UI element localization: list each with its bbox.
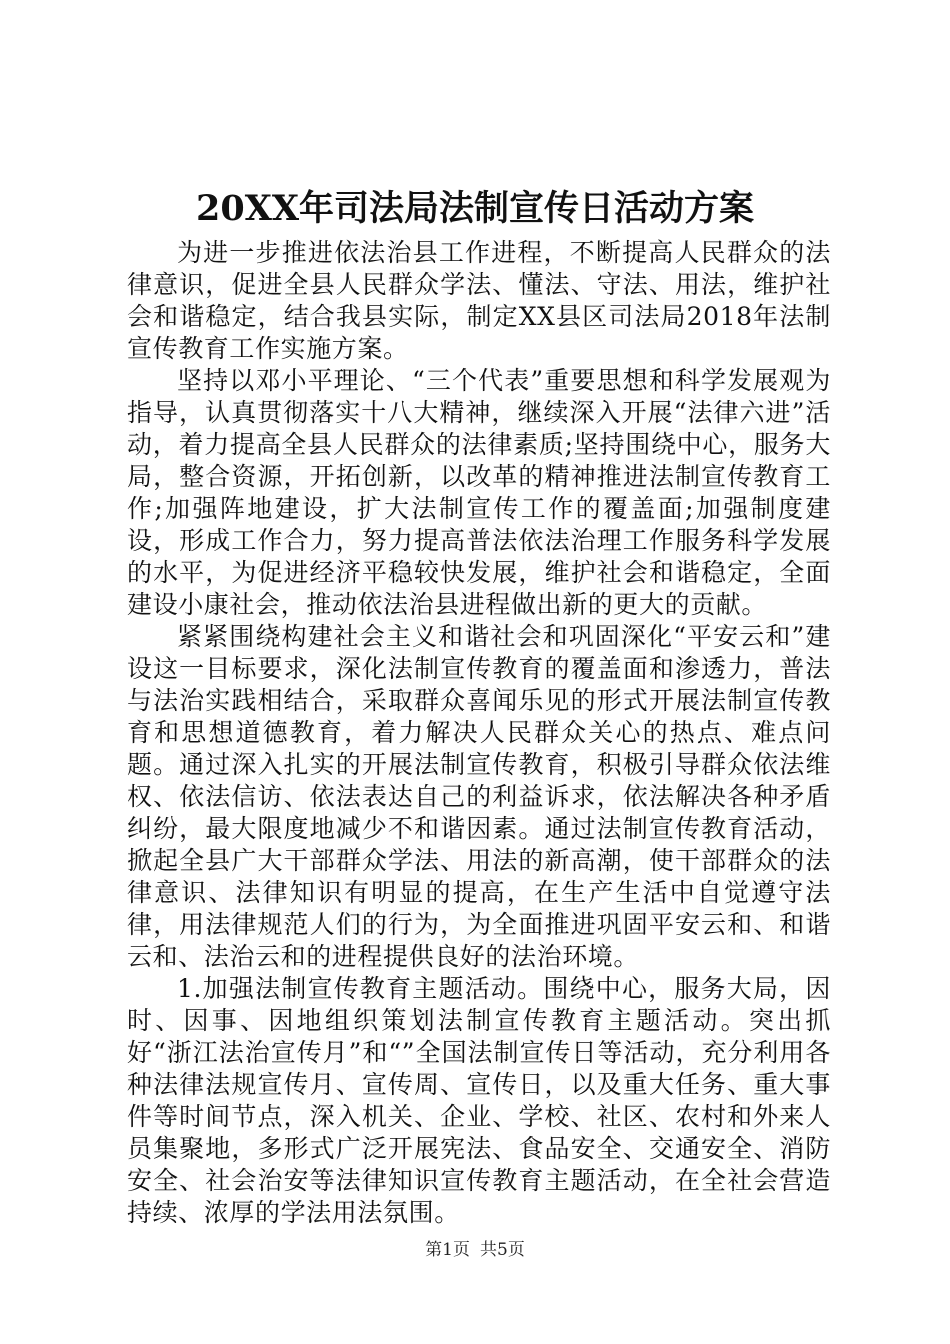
paragraph-objectives: 紧紧围绕构建社会主义和谐社会和巩固深化“平安云和”建设这一目标要求，深化法制宣传教育的覆盖面和渗透力，普法与法治实践相结合，采取群众喜闻乐见的形式开展法制宣传教育和思想道德教育，着力解决人民群众关心的热点、难点问题。通过深入扎实的开展法制宣传教育，积极引导群众依法维权、依法信访、依法表达自己的利益诉求，依法解决各种矛盾纠纷，最大限度地减少不和谐因素。通过法制宣传教育活动，掀起全县广大干部群众学法、用法的新高潮，使干部群众的法律意识、法律知识有明显的提高，在生产生活中自觉遵守法律，用法律规范人们的行为，为全面推进巩固平安云和、和谐云和、法治云和的进程提供良好的法治环境。 bbox=[127, 622, 831, 971]
paragraph-intro: 为进一步推进依法治县工作进程，不断提高人民群众的法律意识，促进全县人民群众学法、懂法、守法、用法，维护社会和谐稳定，结合我县实际，制定XX县区司法局2018年法制宣传教育工作实施方案。 bbox=[127, 238, 831, 363]
paragraph-guiding-principle: 坚持以邓小平理论、“三个代表”重要思想和科学发展观为指导，认真贯彻落实十八大精神，继续深入开展“法律六进”活动，着力提高全县人民群众的法律素质;坚持围绕中心，服务大局，整合资源，开拓创新，以改革的精神推进法制宣传教育工作;加强阵地建设，扩大法制宣传工作的覆盖面;加强制度建设，形成工作合力，努力提高普法依法治理工作服务科学发展的水平，为促进经济平稳较快发展，维护社会和谐稳定，全面建设小康社会，推动依法治县进程做出新的更大的贡献。 bbox=[127, 366, 831, 619]
page-total: 共5页 bbox=[480, 1240, 525, 1260]
page-number: 第1页 bbox=[425, 1240, 470, 1260]
page-footer bbox=[0, 1238, 950, 1262]
page-title: 20XX年司法局法制宣传日活动方案 bbox=[195, 188, 755, 229]
paragraph-item-1: 1.加强法制宣传教育主题活动。围绕中心，服务大局，因时、因事、因地组织策划法制宣传教育主题活动。突出抓好“浙江法治宣传月”和“”全国法制宣传日等活动，充分利用各种法律法规宣传月、宣传周、宣传日，以及重大任务、重大事件等时间节点，深入机关、企业、学校、社区、农村和外来人员集聚地，多形式广泛开展宪法、食品安全、交通安全、消防安全、社会治安等法律知识宣传教育主题活动，在全社会营造持续、浓厚的学法用法氛围。 bbox=[127, 974, 831, 1227]
document-body bbox=[127, 237, 831, 1229]
